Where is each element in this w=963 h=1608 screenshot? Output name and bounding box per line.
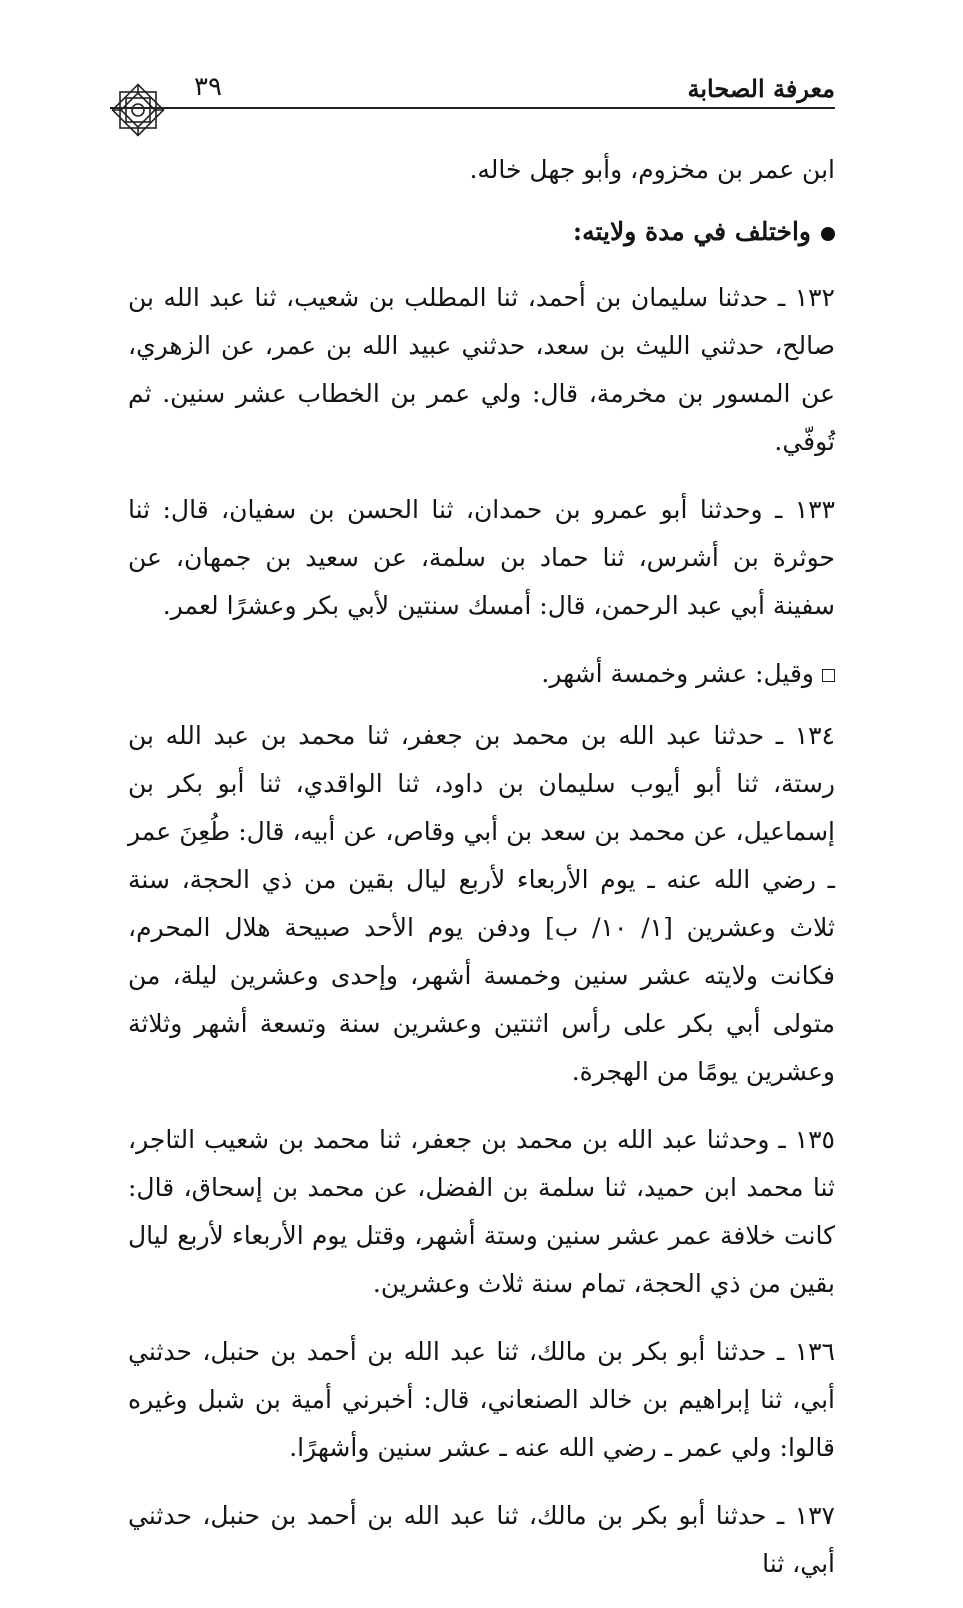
hadith-137: ١٣٧ ـ حدثنا أبو بكر بن مالك، ثنا عبد الله بن أحمد بن حنبل، حدثني أبي، ثنا <box>128 1501 835 1578</box>
octagonal-star-ornament-icon <box>108 80 168 140</box>
bullet-icon <box>821 227 835 241</box>
hadith-136: ١٣٦ ـ حدثنا أبو بكر بن مالك، ثنا عبد الله بن أحمد بن حنبل، حدثني أبي، ثنا إبراهيم بن خالد الصنعاني، قال: أخبرني أمية بن شبل وغيره قالوا: ولي عمر ـ رضي الله عنه ـ عشر سنين وأشهرًا. <box>128 1337 835 1462</box>
section-heading-text: واختلف في مدة ولايته: <box>572 217 811 246</box>
note-text: وقيل: عشر وخمسة أشهر. <box>541 659 814 688</box>
intro-paragraph: ابن عمر بن مخزوم، وأبو جهل خاله. <box>469 155 835 184</box>
square-marker-icon <box>822 669 835 682</box>
hadith-135: ١٣٥ ـ وحدثنا عبد الله بن محمد بن جعفر، ثنا محمد بن شعيب التاجر، ثنا محمد ابن حميد، ثنا سلمة بن الفضل، عن محمد بن إسحاق، قال: كانت خلافة عمر عشر سنين وستة أشهر، وقتل يوم الأربعاء لأربع ليال بقين من ذي الحجة، تمام سنة ثلاث وعشرين. <box>128 1125 835 1298</box>
section-heading <box>128 208 835 256</box>
note-paragraph <box>128 650 835 698</box>
header-divider <box>110 107 835 109</box>
page-header <box>110 70 835 110</box>
hadith-134: ١٣٤ ـ حدثنا عبد الله بن محمد بن جعفر، ثنا محمد بن عبد الله بن رستة، ثنا أبو أيوب سليمان بن داود، ثنا الواقدي، ثنا أبو بكر بن إسماعيل، عن محمد بن سعد بن أبي وقاص، عن أبيه، قال: طُعِنَ عمر ـ رضي الله عنه ـ يوم الأربعاء لأربع ليال بقين من ذي الحجة، سنة ثلاث وعشرين [١/ ١٠/ ب] ودفن يوم الأحد صبيحة هلال المحرم، فكانت ولايته عشر سنين وخمسة أشهر، وإحدى وعشرين ليلة، من متولى أبي بكر على رأس اثنتين وعشرين سنة وتسعة أشهر وثلاثة وعشرين يومًا من الهجرة. <box>128 721 835 1086</box>
hadith-132: ١٣٢ ـ حدثنا سليمان بن أحمد، ثنا المطلب بن شعيب، ثنا عبد الله بن صالح، حدثني الليث بن سعد، حدثني عبيد الله بن عمر، عن الزهري، عن المسور بن مخرمة، قال: ولي عمر بن الخطاب عشر سنين. ثم تُوفّي. <box>128 283 835 456</box>
running-title: معرفة الصحابة <box>687 74 835 103</box>
hadith-133: ١٣٣ ـ وحدثنا أبو عمرو بن حمدان، ثنا الحسن بن سفيان، قال: ثنا حوثرة بن أشرس، ثنا حماد بن سلمة، عن سعيد بن جمهان، عن سفينة أبي عبد الرحمن، قال: أمسك سنتين لأبي بكر وعشرًا لعمر. <box>128 495 835 620</box>
page-number: ٣٩ <box>194 72 222 102</box>
main-text <box>128 146 835 1608</box>
